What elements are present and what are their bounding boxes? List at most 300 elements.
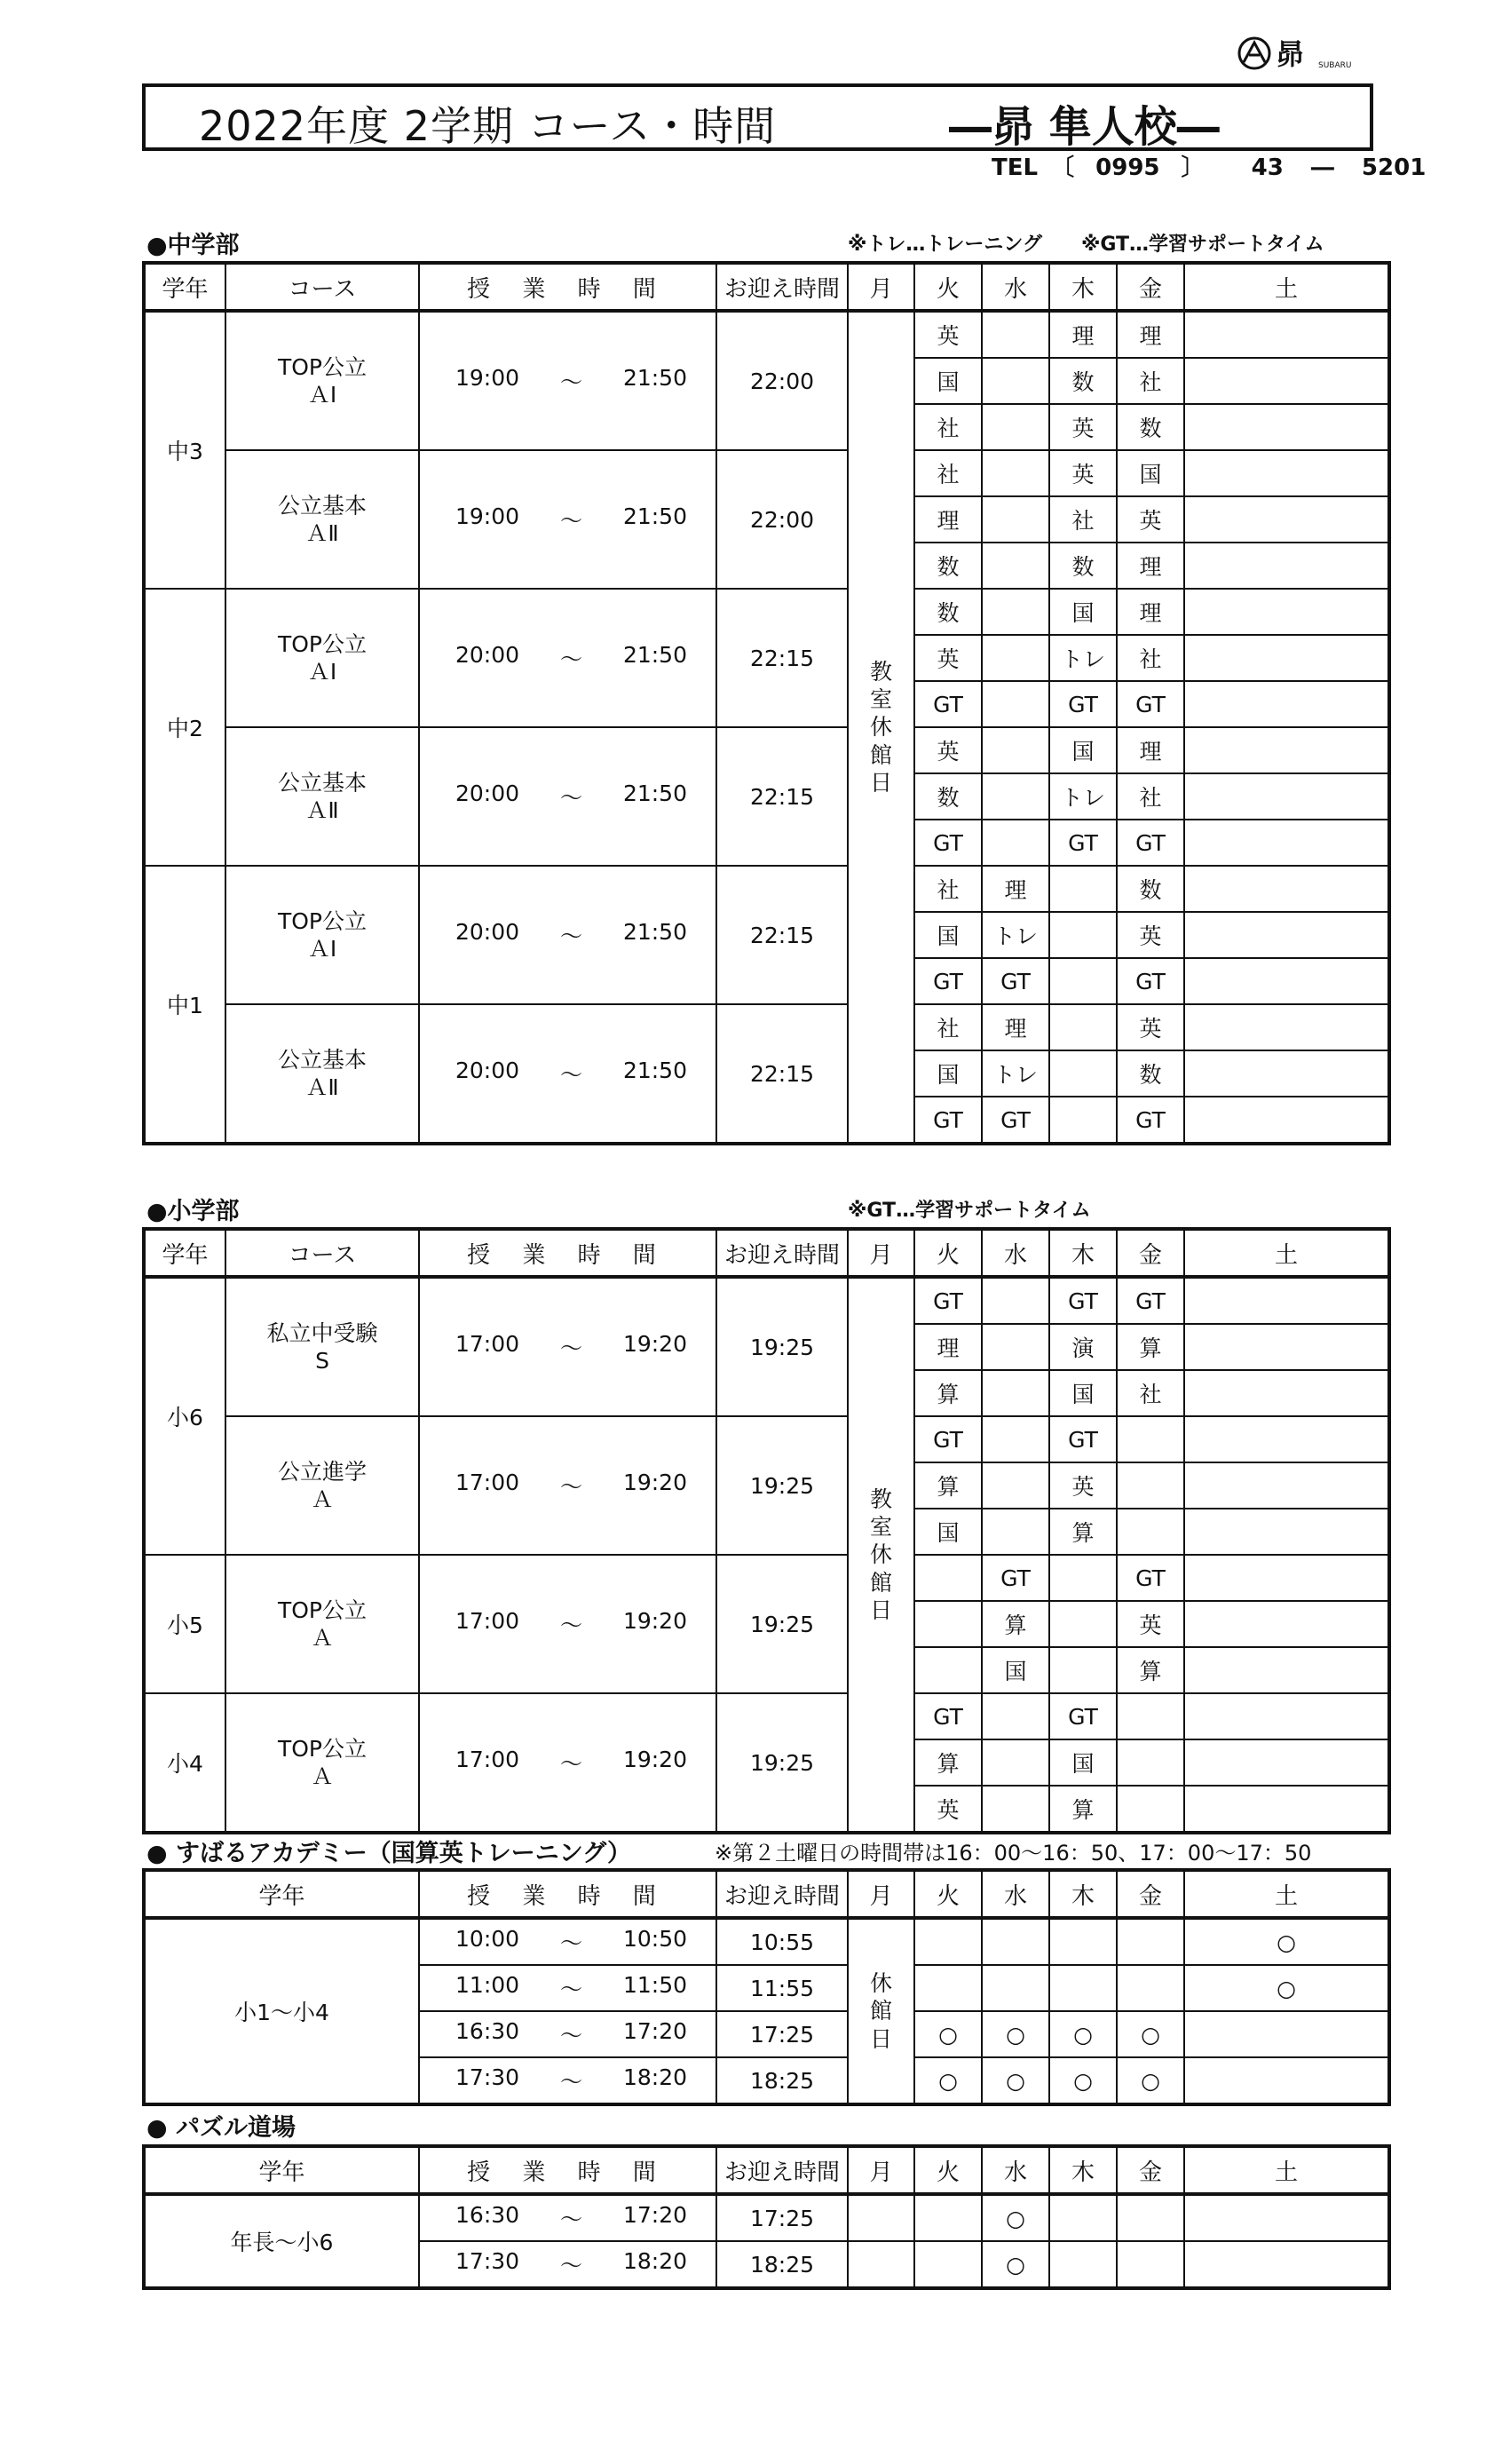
saturday-cell (1184, 1097, 1389, 1144)
subject-cell (1117, 1416, 1184, 1462)
subject-cell (982, 1416, 1049, 1462)
saturday-cell (1184, 450, 1389, 496)
course-level: Ａ (311, 1486, 334, 1512)
table-row (144, 450, 1389, 496)
start-time: 20:00 (455, 919, 520, 945)
header-wed: 水 (982, 1870, 1049, 1918)
puzzle-schedule-table (142, 2144, 1391, 2290)
mark-cell (1117, 1918, 1184, 1965)
header-fri: 金 (1117, 263, 1184, 311)
mark-cell: ○ (982, 2241, 1049, 2288)
start-time: 19:00 (455, 503, 520, 529)
header-grade: 学年 (144, 263, 225, 311)
subject-cell: 算 (1049, 1509, 1117, 1555)
mark-cell: ○ (1049, 2057, 1117, 2104)
pickup-time-cell: 11:55 (716, 1965, 848, 2011)
subject-cell (1049, 1097, 1117, 1144)
monday-cell (848, 2194, 914, 2241)
subject-cell: GT (914, 681, 982, 727)
pickup-time-cell: 18:25 (716, 2057, 848, 2104)
grade-cell: 年長～小6 (144, 2194, 419, 2288)
course-name: 公立進学 (277, 1458, 367, 1485)
tilde: ～ (559, 785, 582, 811)
mark-cell: ○ (982, 2194, 1049, 2241)
subject-cell (1117, 1509, 1184, 1555)
course-cell (225, 727, 419, 866)
mark-cell (914, 1918, 982, 1965)
subject-cell: 国 (1049, 589, 1117, 635)
subject-cell: 数 (914, 589, 982, 635)
course-level: Ａ (311, 1763, 334, 1789)
saturday-cell (1184, 1739, 1389, 1786)
class-time-cell (419, 1277, 716, 1416)
table-row (144, 311, 1389, 358)
class-time-cell (419, 866, 716, 1004)
table-row (144, 2194, 1389, 2241)
start-time: 16:30 (455, 2202, 520, 2228)
subject-cell: 算 (914, 1370, 982, 1416)
saturday-cell (1184, 820, 1389, 866)
saturday-cell (1184, 543, 1389, 589)
subject-cell (982, 1324, 1049, 1370)
pickup-time-cell: 19:25 (716, 1277, 848, 1416)
saturday-cell (1184, 311, 1389, 358)
subject-cell: トレ (1049, 635, 1117, 681)
header-wed: 水 (982, 2146, 1049, 2194)
table-row (144, 727, 1389, 773)
mark-cell (1184, 2057, 1389, 2104)
course-level: ＡⅠ (307, 659, 337, 685)
course-name: TOP公立 (277, 1596, 368, 1623)
subject-cell (1049, 1050, 1117, 1097)
class-time-cell (419, 1918, 716, 1965)
mark-cell (1117, 1965, 1184, 2011)
header-fri: 金 (1117, 1229, 1184, 1277)
tilde: ～ (560, 2253, 583, 2278)
telephone: TEL 〔 0995 〕 43 ― 5201 (992, 154, 1427, 181)
subject-cell (1049, 958, 1117, 1004)
subject-cell: 算 (1117, 1324, 1184, 1370)
header-pickup: お迎え時間 (716, 1229, 848, 1277)
academy-note: ※第２土曜日の時間帯は16：00～16：50、17：00～17：50 (715, 1841, 1312, 1866)
header-tue: 火 (914, 263, 982, 311)
academy-schedule-table (142, 1868, 1391, 2106)
course-level: ＡⅡ (305, 797, 339, 823)
saturday-cell (1184, 1324, 1389, 1370)
header-pickup: お迎え時間 (716, 2146, 848, 2194)
saturday-cell (1184, 1693, 1389, 1739)
header-time: 授 業 時 間 (419, 1229, 716, 1277)
saturday-cell (1184, 1370, 1389, 1416)
header-thu: 木 (1049, 263, 1117, 311)
subject-cell: 理 (914, 1324, 982, 1370)
class-time-cell (419, 727, 716, 866)
subject-cell: 算 (914, 1462, 982, 1509)
mark-cell (1049, 1918, 1117, 1965)
subject-cell: GT (1049, 1693, 1117, 1739)
saturday-cell (1184, 358, 1389, 404)
class-time-cell (419, 2241, 716, 2288)
subject-cell: GT (982, 1555, 1049, 1601)
mark-cell (1184, 2011, 1389, 2057)
end-time: 19:20 (622, 1470, 687, 1495)
subject-cell: 算 (1117, 1647, 1184, 1693)
end-time: 17:20 (622, 2018, 687, 2044)
subject-cell (982, 820, 1049, 866)
mark-cell (914, 2194, 982, 2241)
header-sat: 土 (1184, 263, 1389, 311)
header-tue: 火 (914, 2146, 982, 2194)
start-time: 17:00 (455, 1470, 520, 1495)
end-time: 21:50 (622, 919, 687, 945)
subject-cell: 国 (1049, 1370, 1117, 1416)
subject-cell: 英 (914, 1786, 982, 1833)
start-time: 19:00 (455, 365, 520, 391)
grade-cell: 小5 (144, 1555, 225, 1693)
tilde: ～ (559, 646, 582, 672)
subject-cell: 数 (1049, 358, 1117, 404)
subject-cell: 数 (1117, 404, 1184, 450)
subject-cell (914, 1601, 982, 1647)
course-cell (225, 866, 419, 1004)
subject-cell: 理 (1117, 727, 1184, 773)
end-time: 21:50 (622, 365, 687, 391)
subject-cell: GT (914, 1277, 982, 1324)
subject-cell: 数 (1117, 1050, 1184, 1097)
saturday-cell (1184, 635, 1389, 681)
end-time: 19:20 (622, 1747, 687, 1772)
tilde: ～ (559, 1612, 582, 1638)
tilde: ～ (559, 1751, 582, 1777)
pickup-time-cell: 19:25 (716, 1555, 848, 1693)
tilde: ～ (559, 1335, 582, 1361)
class-time-cell (419, 1004, 716, 1144)
subject-cell: GT (914, 820, 982, 866)
course-name: 公立基本 (277, 769, 367, 796)
subject-cell (1049, 866, 1117, 912)
tilde: ～ (559, 508, 582, 534)
pickup-time-cell: 17:25 (716, 2194, 848, 2241)
subject-cell: 国 (914, 1509, 982, 1555)
saturday-cell (1184, 1416, 1389, 1462)
subject-cell: 国 (1049, 727, 1117, 773)
page-title: 2022年度 2学期 コース・時間 (199, 102, 777, 150)
saturday-cell (1184, 1277, 1389, 1324)
course-name: 公立基本 (277, 1046, 367, 1073)
mark-cell (1049, 2194, 1117, 2241)
table-row (144, 1277, 1389, 1324)
grade-cell: 中3 (144, 311, 225, 589)
pickup-time-cell: 19:25 (716, 1693, 848, 1833)
subject-cell (1049, 912, 1117, 958)
closed-label: 教室休館日 (870, 1486, 893, 1623)
subject-cell (1049, 1647, 1117, 1693)
header-pickup: お迎え時間 (716, 263, 848, 311)
table-row (144, 866, 1389, 912)
subject-cell: 社 (1049, 496, 1117, 543)
subject-cell (982, 1786, 1049, 1833)
saturday-cell (1184, 958, 1389, 1004)
subject-cell (982, 681, 1049, 727)
course-cell (225, 1004, 419, 1144)
header-sat: 土 (1184, 2146, 1389, 2194)
table-row (144, 1693, 1389, 1739)
table-row (144, 1004, 1389, 1050)
mark-cell: ○ (914, 2057, 982, 2104)
header-mon: 月 (848, 263, 914, 311)
subject-cell: 英 (1117, 496, 1184, 543)
subject-cell: 社 (1117, 1370, 1184, 1416)
monday-cell (848, 2241, 914, 2288)
subject-cell: 社 (1117, 635, 1184, 681)
subject-cell (982, 1370, 1049, 1416)
subject-cell: 社 (914, 866, 982, 912)
subject-cell: 社 (1117, 358, 1184, 404)
tilde: ～ (559, 1062, 582, 1088)
subject-cell (982, 311, 1049, 358)
subject-cell: 数 (1117, 866, 1184, 912)
saturday-cell (1184, 681, 1389, 727)
end-time: 18:20 (622, 2248, 687, 2274)
subject-cell (982, 358, 1049, 404)
mark-cell: ○ (1184, 1965, 1389, 2011)
course-level: ＡⅠ (307, 936, 337, 962)
mark-cell (1184, 2194, 1389, 2241)
subject-cell (982, 589, 1049, 635)
header-time: 授 業 時 間 (419, 263, 716, 311)
header-course: コース (225, 263, 419, 311)
junior-schedule-table (142, 261, 1391, 1145)
mark-cell: ○ (982, 2057, 1049, 2104)
pickup-time-cell: 22:00 (716, 450, 848, 589)
subject-cell (982, 404, 1049, 450)
saturday-cell (1184, 1050, 1389, 1097)
course-cell (225, 1277, 419, 1416)
subject-cell: 英 (1117, 1004, 1184, 1050)
subject-cell: 国 (914, 358, 982, 404)
start-time: 20:00 (455, 780, 520, 806)
course-cell (225, 1555, 419, 1693)
end-time: 19:20 (622, 1331, 687, 1357)
course-name: 公立基本 (277, 492, 367, 519)
header-pickup: お迎え時間 (716, 1870, 848, 1918)
saturday-cell (1184, 1647, 1389, 1693)
subject-cell: 算 (1049, 1786, 1117, 1833)
start-time: 17:00 (455, 1747, 520, 1772)
header-thu: 木 (1049, 1870, 1117, 1918)
subject-cell: 国 (982, 1647, 1049, 1693)
tilde: ～ (560, 2069, 583, 2095)
class-time-cell (419, 1416, 716, 1555)
subject-cell: 英 (1117, 912, 1184, 958)
school-name: ―昴 隼人校― (949, 102, 1220, 152)
subject-cell: GT (914, 1416, 982, 1462)
tilde: ～ (560, 2023, 583, 2048)
subject-cell: GT (1117, 1277, 1184, 1324)
subject-cell: GT (1117, 958, 1184, 1004)
pickup-time-cell: 22:00 (716, 311, 848, 450)
mark-cell: ○ (1184, 1918, 1389, 1965)
start-time: 10:00 (455, 1926, 520, 1952)
subject-cell: 数 (914, 773, 982, 820)
subject-cell: 数 (914, 543, 982, 589)
subject-cell: 英 (914, 635, 982, 681)
saturday-cell (1184, 404, 1389, 450)
subject-cell: GT (1049, 1416, 1117, 1462)
header-fri: 金 (1117, 1870, 1184, 1918)
start-time: 20:00 (455, 642, 520, 668)
course-name: TOP公立 (277, 907, 368, 934)
subject-cell: 社 (1117, 773, 1184, 820)
saturday-cell (1184, 866, 1389, 912)
course-name: TOP公立 (277, 1735, 368, 1762)
mark-cell (1117, 2241, 1184, 2288)
course-name: 私立中受験 (266, 1319, 378, 1346)
end-time: 18:20 (622, 2064, 687, 2090)
subject-cell (982, 1462, 1049, 1509)
subject-cell: GT (914, 1097, 982, 1144)
tilde: ～ (560, 1977, 583, 2002)
subject-cell (982, 1277, 1049, 1324)
subject-cell (982, 1693, 1049, 1739)
start-time: 17:30 (455, 2248, 520, 2274)
subject-cell: GT (914, 958, 982, 1004)
header-wed: 水 (982, 1229, 1049, 1277)
pickup-time-cell: 19:25 (716, 1416, 848, 1555)
table-row (144, 1416, 1389, 1462)
pickup-time-cell: 17:25 (716, 2011, 848, 2057)
subject-cell: 英 (1049, 404, 1117, 450)
mark-cell: ○ (982, 2011, 1049, 2057)
mark-cell (1184, 2241, 1389, 2288)
subject-cell: 数 (1049, 543, 1117, 589)
pickup-time-cell: 18:25 (716, 2241, 848, 2288)
subject-cell: トレ (982, 1050, 1049, 1097)
header-tue: 火 (914, 1870, 982, 1918)
saturday-cell (1184, 496, 1389, 543)
tilde: ～ (560, 1930, 583, 1956)
closed-label: 教室休館日 (870, 658, 893, 796)
course-cell (225, 1416, 419, 1555)
subject-cell (982, 1739, 1049, 1786)
end-time: 19:20 (622, 1608, 687, 1634)
subject-cell: GT (1117, 820, 1184, 866)
header-time: 授 業 時 間 (419, 1870, 716, 1918)
subject-cell: 英 (1049, 1462, 1117, 1509)
subject-cell: 社 (914, 404, 982, 450)
mark-cell (982, 1918, 1049, 1965)
mark-cell (1117, 2194, 1184, 2241)
class-time-cell (419, 1693, 716, 1833)
subject-cell: 英 (1049, 450, 1117, 496)
class-time-cell (419, 2011, 716, 2057)
header-grade: 学年 (144, 2146, 419, 2194)
subject-cell (982, 496, 1049, 543)
saturday-cell (1184, 1601, 1389, 1647)
grade-cell: 小1～小4 (144, 1918, 419, 2104)
start-time: 17:00 (455, 1608, 520, 1634)
saturday-cell (1184, 1004, 1389, 1050)
subject-cell: GT (1117, 681, 1184, 727)
subject-cell (982, 635, 1049, 681)
mark-cell (914, 1965, 982, 2011)
course-level: Ａ (311, 1625, 334, 1651)
course-cell (225, 589, 419, 727)
header-wed: 水 (982, 263, 1049, 311)
subject-cell (1117, 1739, 1184, 1786)
end-time: 10:50 (622, 1926, 687, 1952)
subject-cell (982, 773, 1049, 820)
course-level: ＡⅡ (305, 520, 339, 546)
class-time-cell (419, 311, 716, 450)
grade-cell: 中1 (144, 866, 225, 1144)
subject-cell (982, 727, 1049, 773)
saturday-cell (1184, 727, 1389, 773)
pickup-time-cell: 22:15 (716, 589, 848, 727)
mark-cell (914, 2241, 982, 2288)
table-row (144, 1555, 1389, 1601)
subject-cell: 理 (1117, 311, 1184, 358)
end-time: 11:50 (622, 1972, 687, 1998)
title-box (142, 83, 1373, 151)
subject-cell: GT (1049, 1277, 1117, 1324)
subject-cell (1049, 1004, 1117, 1050)
mark-cell: ○ (1117, 2057, 1184, 2104)
tilde: ～ (559, 1474, 582, 1500)
mark-cell: ○ (914, 2011, 982, 2057)
subject-cell (982, 543, 1049, 589)
course-cell (225, 311, 419, 450)
elementary-note: ※GT…学習サポートタイム (848, 1200, 1091, 1222)
elementary-section-title: ●小学部 (146, 1198, 240, 1225)
elementary-schedule-table (142, 1227, 1391, 1834)
subject-cell: 社 (914, 1004, 982, 1050)
class-time-cell (419, 2194, 716, 2241)
course-level: ＡⅠ (307, 382, 337, 408)
saturday-cell (1184, 1462, 1389, 1509)
mark-cell: ○ (1117, 2011, 1184, 2057)
mark-cell (1049, 2241, 1117, 2288)
academy-section-title: ● すばるアカデミー（国算英トレーニング） (146, 1840, 631, 1867)
start-time: 17:00 (455, 1331, 520, 1357)
course-name: TOP公立 (277, 353, 368, 380)
class-time-cell (419, 1555, 716, 1693)
header-mon: 月 (848, 1229, 914, 1277)
svg-text:昴: 昴 (1276, 37, 1305, 71)
course-cell (225, 1693, 419, 1833)
saturday-cell (1184, 1555, 1389, 1601)
mark-cell: ○ (1049, 2011, 1117, 2057)
subject-cell (1117, 1462, 1184, 1509)
subject-cell: GT (1049, 820, 1117, 866)
subject-cell: 理 (982, 1004, 1049, 1050)
grade-cell: 中2 (144, 589, 225, 866)
grade-cell: 小4 (144, 1693, 225, 1833)
header-grade: 学年 (144, 1229, 225, 1277)
class-time-cell (419, 1965, 716, 2011)
header-sat: 土 (1184, 1229, 1389, 1277)
school-logo (1237, 36, 1379, 73)
subject-cell: GT (982, 1097, 1049, 1144)
header-fri: 金 (1117, 2146, 1184, 2194)
course-name: TOP公立 (277, 630, 368, 657)
end-time: 17:20 (622, 2202, 687, 2228)
end-time: 21:50 (622, 1058, 687, 1083)
course-cell (225, 450, 419, 589)
pickup-time-cell: 10:55 (716, 1918, 848, 1965)
table-row (144, 1918, 1389, 1965)
subject-cell: 算 (914, 1739, 982, 1786)
